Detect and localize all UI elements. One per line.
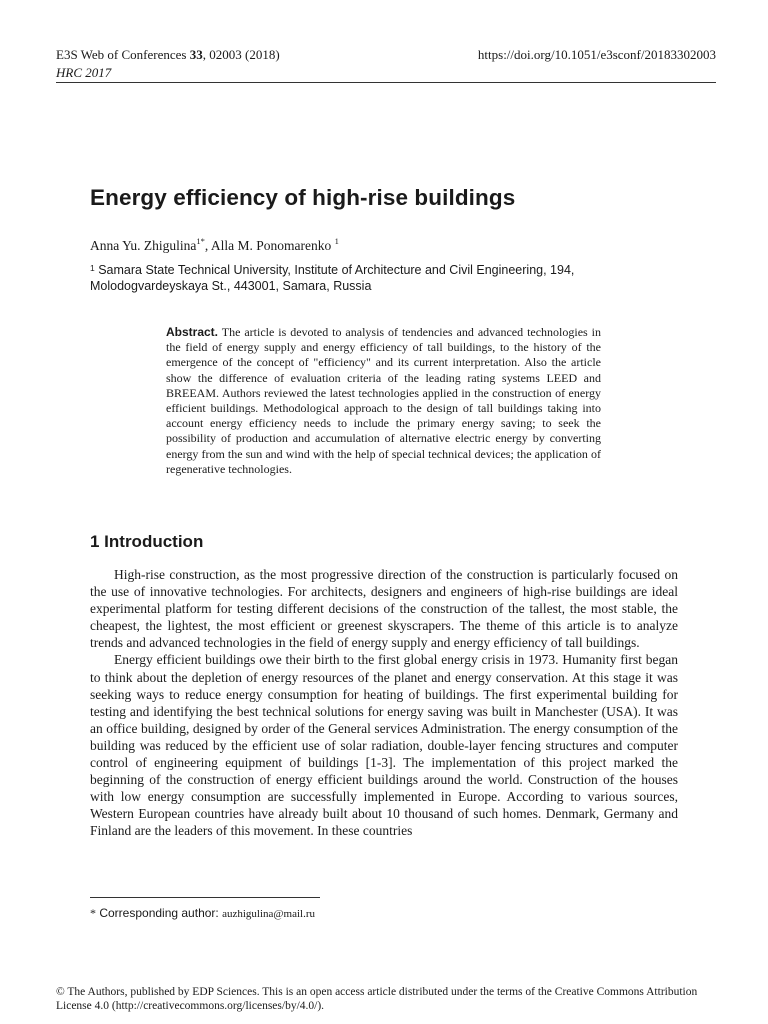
license-notice: © The Authors, published by EDP Sciences. This is an open access article distributed under the terms of the Creative Commons Attribution License 4.0 (http://creativecommons.org/licenses/by/4.0/). [56,986,698,1012]
paragraph: Energy efficient buildings owe their birth to the first global energy crisis in 1973. Humanity first began to think about the depletion of energy resources of the planet and energy conservation. At this stage it was seeking ways to reduce energy consumption for heating of buildings. The first experimental building for testing and identifying the best technical solutions for energy saving was built in Manchester (USA). It was an office building, designed by order of the General services Administration. The energy consumption of the building was reduced by the efficient use of solar radiation, double-layer fencing structures and computer control of engineering equipment of buildings [1-3]. The implementation of this project marked the beginning of the construction of energy efficient buildings around the world. Construction of the houses with low energy consumption are successfully implemented in Europe. According to various sources, Western European countries have already built about 10 thousand of such homes. Denmark, Germany and Finland are the leaders of this movement. In these countries [90,652,678,839]
paper-title: Energy efficiency of high-rise buildings [90,185,516,210]
journal-volume: 33 [189,47,203,62]
author-name: Alla M. Ponomarenko [210,238,335,253]
abstract-label: Abstract. [166,325,219,339]
journal-article-number: , 02003 (2018) [202,47,280,62]
header-divider [56,82,716,83]
journal-citation [56,47,280,62]
body-text [90,566,678,840]
author-superscript: 1* [196,236,205,246]
email-link[interactable]: auzhigulina@mail.ru [222,908,315,920]
footnote-marker: * [90,906,96,920]
journal-name: E3S Web of Conferences [56,47,190,62]
affiliation-superscript: 1 [90,263,95,273]
conference-tag: HRC 2017 [56,65,112,80]
footnote [90,906,315,921]
affiliation-text: Samara State Technical University, Institute of Architecture and Civil Engineering, 194, Molodogvardeyskaya St., 443001, Samara, Russia [90,263,575,293]
author-separator: , [204,238,211,253]
paragraph: High-rise construction, as the most progressive direction of the construction is particularly focused on the use of innovative technologies. For architects, designers and engineers of high-rise buildings are ideal experimental platform for testing different decisions of the construction of the tallest, the most stable, the cheapest, the lightest, the most efficient or greenest skyscrapers. The theme of this article is to analyze trends and advanced technologies in the field of energy supply and energy efficiency of tall buildings. [90,567,678,651]
author-name: Anna Yu. Zhigulina [90,238,197,253]
abstract-text: The article is devoted to analysis of tendencies and advanced technologies in the field of energy supply and energy efficiency of tall buildings, to the history of the emergence of the concept of "efficiency" and its current interpretation. Also the article show the difference of evaluation criteria of the leading rating systems LEED and BREEAM. Authors reviewed the latest technologies applied in the construction of energy efficient buildings. Methodological approach to the design of tall buildings taking into account energy efficiency needs to include the primary energy saving; to seek the possibility of production and accumulation of alternative electric energy by converting energy from the sun and wind with the help of special technical devices; the application of regenerative technologies. [166,325,601,476]
footnote-label: Corresponding author: [96,906,223,920]
section-heading: 1 Introduction [90,532,204,551]
author-superscript: 1 [334,236,339,246]
footnote-divider [90,897,320,898]
author-list [90,238,339,254]
affiliation [90,262,610,294]
doi-link[interactable]: https://doi.org/10.1051/e3sconf/20183302003 [477,47,716,62]
abstract-block [166,325,601,477]
